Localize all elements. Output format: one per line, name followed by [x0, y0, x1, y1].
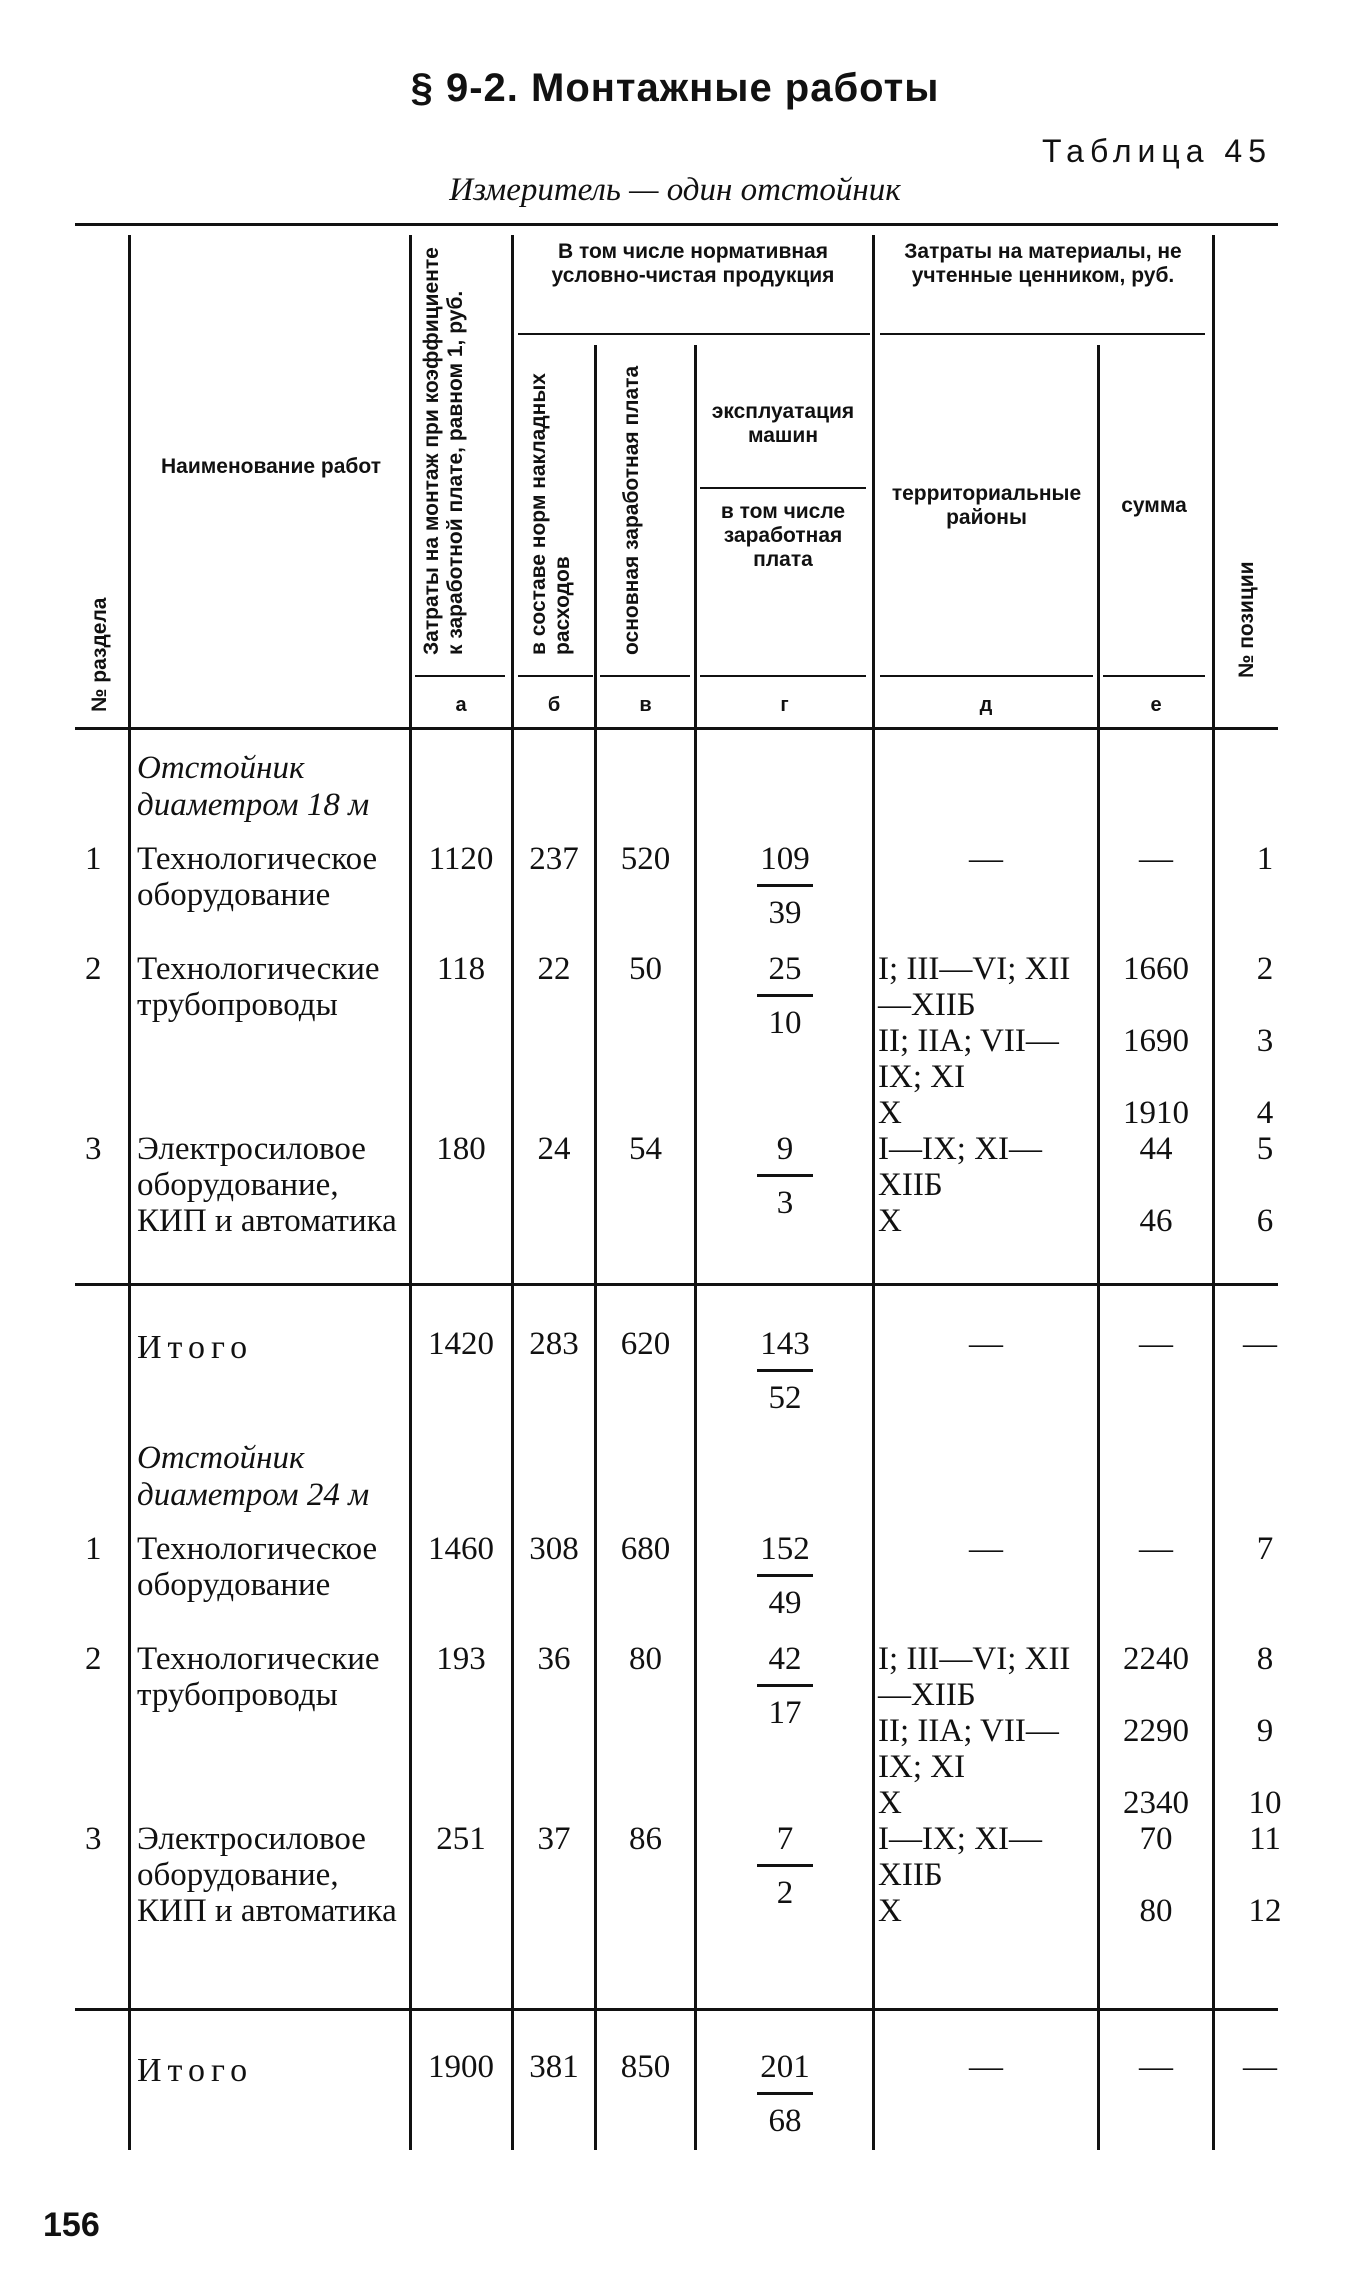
- work-name: Технологическое оборудование: [137, 841, 378, 913]
- districts: II; IIA; VII—IX; XI: [878, 1023, 1059, 1095]
- section-title: § 9-2. Монтажные работы: [410, 66, 940, 110]
- work-name: Электросиловое оборудование, КИП и автоматика: [137, 1131, 397, 1239]
- col-letter-v: в: [639, 694, 652, 716]
- districts: I; III—VI; XII—XIIБ: [878, 1641, 1071, 1713]
- col-letter-e: е: [1150, 694, 1162, 716]
- work-name: Технологические трубопроводы: [137, 1641, 380, 1713]
- districts: I—IX; XI—XIIБ: [878, 1821, 1043, 1893]
- header-group-materials: Затраты на материалы, не учтенные ценником, руб.: [904, 240, 1182, 287]
- sum: 80: [1139, 1893, 1173, 1929]
- position-no: 9: [1256, 1713, 1274, 1749]
- total-label: Итого: [137, 1329, 254, 1366]
- row-number: 2: [85, 1641, 102, 1677]
- work-name: Технологическое оборудование: [137, 1531, 378, 1603]
- cost-a: 251: [436, 1821, 486, 1857]
- cost-a: 1120: [428, 841, 494, 877]
- districts: —: [969, 840, 1003, 877]
- districts: —: [969, 1530, 1003, 1567]
- row-number: 3: [85, 1821, 102, 1857]
- districts: II; IIA; VII—IX; XI: [878, 1713, 1059, 1785]
- col-letter-a: а: [455, 694, 467, 716]
- position-no: 5: [1256, 1131, 1274, 1167]
- cost-v: 86: [629, 1821, 662, 1857]
- cost-a: 118: [436, 951, 486, 987]
- header-section-no: № раздела: [88, 597, 111, 712]
- districts: X: [878, 1203, 902, 1239]
- machine-fraction: 25 10: [735, 951, 835, 1042]
- sum: 44: [1139, 1131, 1173, 1167]
- measure-caption: Измеритель — один отстойник: [449, 172, 901, 208]
- sum: —: [1139, 1530, 1173, 1567]
- sum: —: [1139, 2048, 1173, 2085]
- page-number: 156: [43, 2206, 100, 2244]
- sum: 2290: [1123, 1713, 1189, 1749]
- sum: 70: [1139, 1821, 1173, 1857]
- total-a: 1900: [428, 2049, 494, 2085]
- sum: —: [1139, 840, 1173, 877]
- machine-fraction: 9 3: [735, 1131, 835, 1222]
- sum: 46: [1139, 1203, 1173, 1239]
- header-col-b: в составе норм накладных расходов: [527, 373, 574, 655]
- position-no: 8: [1256, 1641, 1274, 1677]
- districts: —: [969, 1325, 1003, 1362]
- col-letter-g: г: [780, 694, 789, 716]
- header-work-name: Наименование работ: [161, 455, 381, 478]
- total-b: 283: [529, 1326, 579, 1362]
- machine-fraction: 109 39: [735, 841, 835, 932]
- machine-fraction: 42 17: [735, 1641, 835, 1732]
- group-title: Отстойник диаметром 18 м: [137, 750, 370, 823]
- cost-b: 24: [537, 1131, 571, 1167]
- sum: 1660: [1123, 951, 1189, 987]
- position-no: 6: [1256, 1203, 1274, 1239]
- col-letter-b: б: [547, 694, 561, 716]
- sum: —: [1139, 1325, 1173, 1362]
- total-a: 1420: [428, 1326, 494, 1362]
- group-title: Отстойник диаметром 24 м: [137, 1440, 370, 1513]
- position-no: 12: [1248, 1893, 1282, 1929]
- districts: I; III—VI; XII—XIIБ: [878, 951, 1071, 1023]
- cost-v: 50: [629, 951, 662, 987]
- cost-a: 193: [436, 1641, 486, 1677]
- total-b: 381: [529, 2049, 579, 2085]
- header-position-no: № позиции: [1235, 561, 1258, 678]
- cost-b: 37: [537, 1821, 571, 1857]
- row-number: 1: [85, 841, 102, 877]
- sum: 2240: [1123, 1641, 1189, 1677]
- header-col-g-top: эксплуатация машин: [711, 400, 855, 447]
- cost-v: 54: [629, 1131, 662, 1167]
- header-col-a: Затраты на монтаж при коэффициенте к заработной плате, равном 1, руб.: [420, 247, 467, 655]
- cost-v: 680: [620, 1531, 671, 1567]
- machine-fraction: 201 68: [735, 2049, 835, 2140]
- position-no: —: [1243, 2048, 1277, 2085]
- cost-b: 308: [529, 1531, 579, 1567]
- header-col-v: основная заработная плата: [620, 365, 643, 655]
- table-label: Таблица 45: [1042, 133, 1272, 169]
- work-name: Электросиловое оборудование, КИП и автоматика: [137, 1821, 397, 1929]
- cost-b: 36: [537, 1641, 571, 1677]
- districts: X: [878, 1095, 902, 1131]
- header-col-g-bottom: в том числе заработная плата: [720, 500, 846, 571]
- position-no: 10: [1248, 1785, 1282, 1821]
- cost-b: 237: [529, 841, 579, 877]
- machine-fraction: 143 52: [735, 1326, 835, 1417]
- machine-fraction: 7 2: [735, 1821, 835, 1912]
- cost-v: 520: [620, 841, 671, 877]
- cost-b: 22: [537, 951, 571, 987]
- cost-a: 1460: [428, 1531, 494, 1567]
- sum: 2340: [1123, 1785, 1189, 1821]
- total-v: 620: [620, 1326, 671, 1362]
- position-no: —: [1243, 1325, 1277, 1362]
- districts: I—IX; XI—XIIБ: [878, 1131, 1043, 1203]
- col-letter-d: д: [979, 694, 993, 716]
- districts: X: [878, 1785, 902, 1821]
- districts: X: [878, 1893, 902, 1929]
- header-col-e: сумма: [1121, 494, 1187, 517]
- total-v: 850: [620, 2049, 671, 2085]
- position-no: 1: [1256, 841, 1274, 877]
- work-name: Технологические трубопроводы: [137, 951, 380, 1023]
- sum: 1690: [1123, 1023, 1189, 1059]
- row-number: 1: [85, 1531, 102, 1567]
- header-group-incl: В том числе нормативная условно-чистая продукция: [551, 240, 835, 287]
- header-col-d: территориальные районы: [891, 482, 1082, 529]
- total-label: Итого: [137, 2052, 254, 2089]
- cost-a: 180: [436, 1131, 486, 1167]
- sum: 1910: [1123, 1095, 1189, 1131]
- machine-fraction: 152 49: [735, 1531, 835, 1622]
- districts: —: [969, 2048, 1003, 2085]
- cost-v: 80: [629, 1641, 662, 1677]
- row-number: 2: [85, 951, 102, 987]
- position-no: 7: [1256, 1531, 1274, 1567]
- position-no: 3: [1256, 1023, 1274, 1059]
- row-number: 3: [85, 1131, 102, 1167]
- position-no: 11: [1249, 1821, 1281, 1857]
- position-no: 4: [1256, 1095, 1274, 1131]
- position-no: 2: [1256, 951, 1274, 987]
